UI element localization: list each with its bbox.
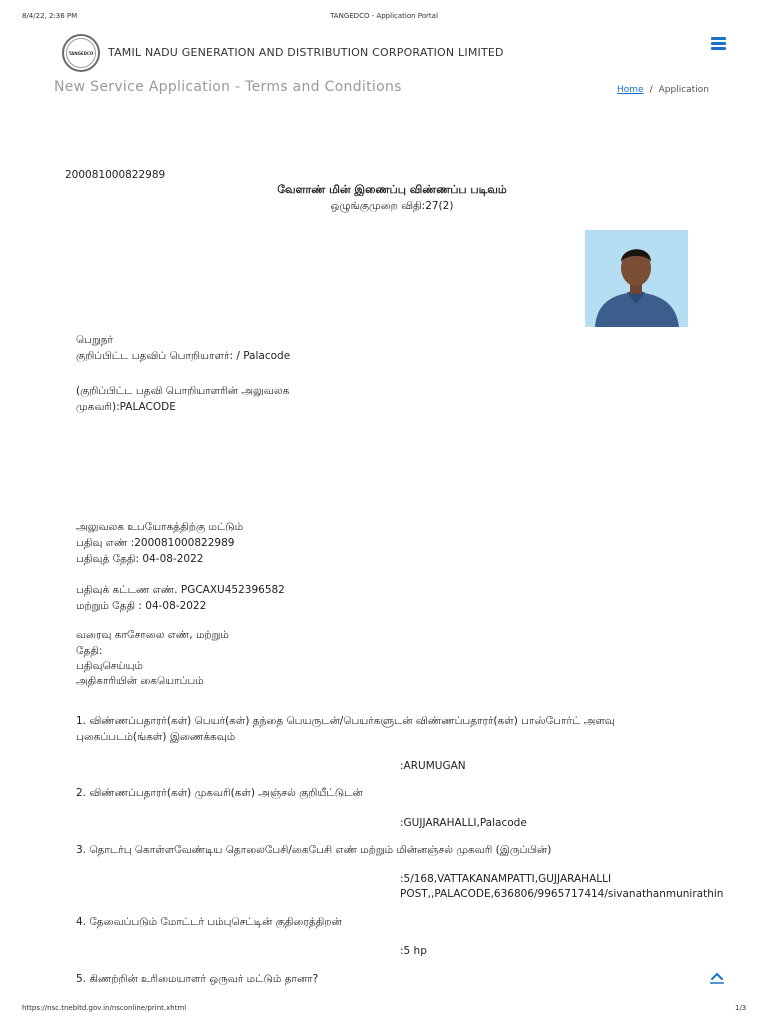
tangedco-logo[interactable]	[62, 34, 100, 72]
breadcrumb-separator: /	[649, 85, 653, 95]
answer-3: :5/168,VATTAKANAMPATTI,GUJJARAHALLI	[400, 873, 612, 885]
officer-signature-label: அதிகாரியின் கையொப்பம்	[76, 675, 204, 687]
print-page-number: 1/3	[735, 1004, 747, 1012]
question-1: 1. விண்ணப்பதாரர்(கள்) பெயர்(கள்) தந்தை பெயருடன்/பெயர்களுடன் விண்ணப்பதாரர்(கள்) பாஸ்போர்ட் அளவு	[76, 715, 615, 727]
dd-date-label: தேதி:	[76, 645, 103, 657]
hamburger-menu-icon[interactable]	[711, 37, 726, 49]
dd-label: வரைவு காசோலை எண், மற்றும்	[76, 629, 229, 641]
breadcrumb	[617, 85, 709, 95]
breadcrumb-home-link[interactable]: Home	[617, 85, 644, 95]
fee-date: மற்றும் தேதி : 04-08-2022	[76, 600, 207, 612]
corporation-name: TAMIL NADU GENERATION AND DISTRIBUTION CORPORATION LIMITED	[108, 46, 504, 59]
office-address-label: (குறிப்பிட்ட பதவி பொறியாளரின் அலுவலக	[76, 385, 290, 397]
registration-number: பதிவு எண் :200081000822989	[76, 537, 235, 549]
recipient-engineer: குறிப்பிட்ட பதவிப் பொறியாளர்: / Palacode	[76, 350, 291, 362]
office-address-value: முகவரி):PALACODE	[76, 401, 176, 413]
answer-3-line2: POST,,PALACODE,636806/9965717414/sivanathanmunirathin	[400, 888, 724, 900]
question-2: 2. விண்ணப்பதாரர்(கள்) முகவரி(கள்) அஞ்சல் குறியீட்டுடன்	[76, 787, 363, 799]
print-url: https://nsc.tnebltd.gov.in/nsconline/print.xhtml	[22, 1004, 187, 1012]
answer-1: :ARUMUGAN	[400, 760, 466, 772]
answer-2: :GUJJARAHALLI,Palacode	[400, 817, 527, 829]
applicant-photo	[585, 230, 688, 327]
office-use-heading: அலுவலக உபயோகத்திற்கு மட்டும்	[76, 521, 244, 533]
recipient-label: பெறுநர்	[76, 334, 113, 346]
applicant-photo-image	[585, 230, 688, 327]
question-1-line2: புகைப்படம்(ங்கள்) இணைக்கவும்	[76, 731, 236, 743]
answer-4: :5 hp	[400, 945, 427, 957]
question-3: 3. தொடர்பு கொள்ளவேண்டிய தொலைபேசி/கைபேசி எண் மற்றும் மின்னஞ்சல் முகவரி (இருப்பின்)	[76, 844, 552, 856]
registration-date: பதிவுத் தேதி: 04-08-2022	[76, 553, 204, 565]
rule-reference: ஒழுங்குமுறை விதி:27(2)	[330, 200, 454, 212]
question-4: 4. தேவைப்படும் மோட்டர் பம்புசெட்டின் குதிரைத்திறன்	[76, 916, 342, 928]
print-datetime: 8/4/22, 2:36 PM	[22, 12, 78, 20]
logo-emblem: TANGEDCO	[66, 38, 96, 68]
breadcrumb-current: Application	[658, 85, 709, 95]
registering-label: பதிவுசெய்யும்	[76, 660, 143, 672]
question-5: 5. கிணற்றின் உரிமையாளர் ஒருவர் மட்டும் தானா?	[76, 973, 319, 985]
application-number: 200081000822989	[65, 169, 166, 181]
scroll-top-chevron-icon[interactable]	[709, 969, 725, 983]
print-tab-title: TANGEDCO - Application Portal	[330, 12, 438, 20]
page-title: New Service Application - Terms and Conditions	[54, 79, 402, 95]
form-title: வேளாண் மின் இணைப்பு விண்ணப்ப படிவம்	[277, 183, 507, 196]
fee-number: பதிவுக் கட்டண எண். PGCAXU452396582	[76, 584, 285, 596]
